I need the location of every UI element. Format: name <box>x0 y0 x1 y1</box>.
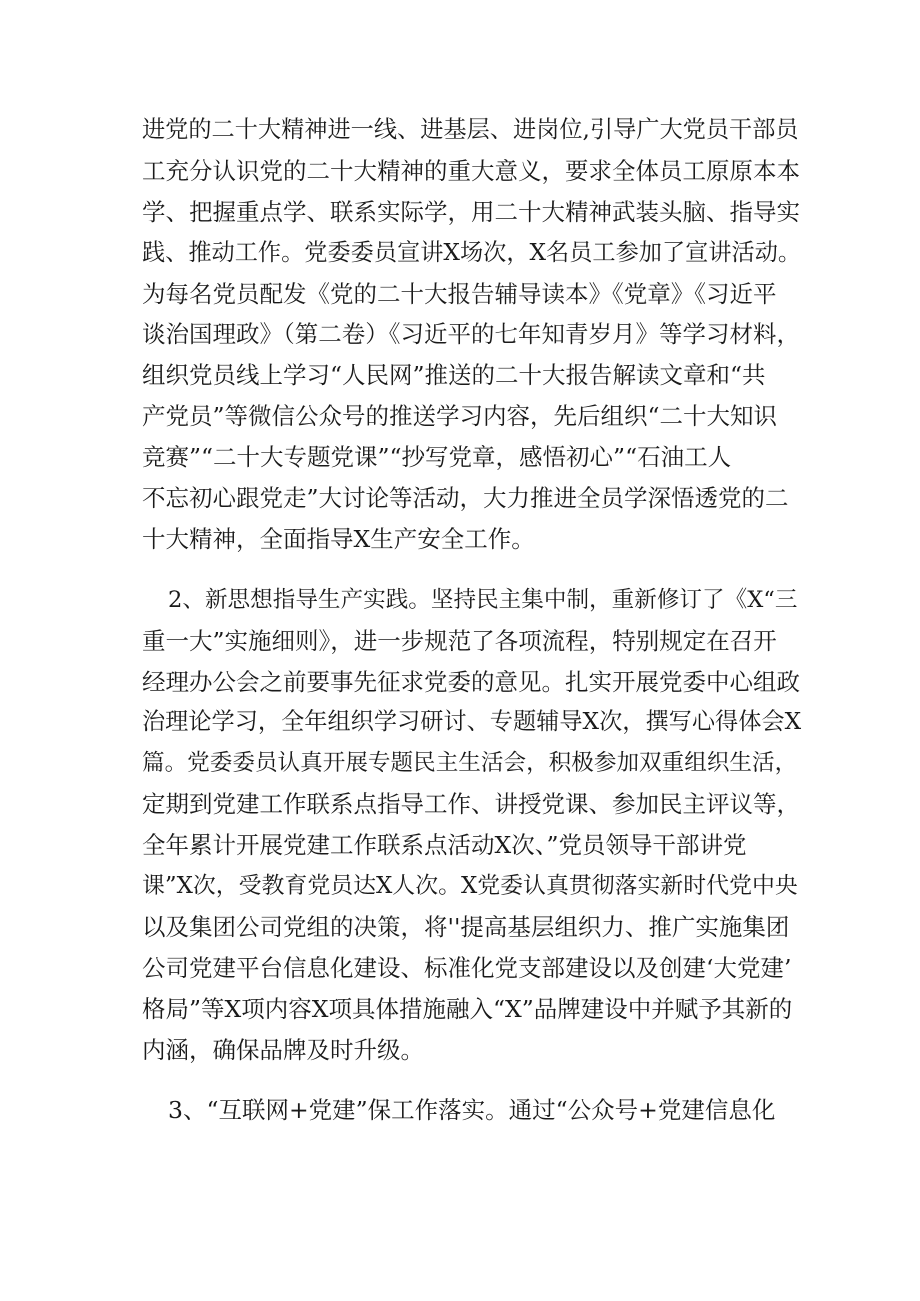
text-line: 竞赛”“二十大专题党课”“抄写党章，感悟初心”“石油工人 <box>142 443 732 472</box>
text-line: 定期到党建工作联系点指导工作、讲授党课、参加民主评议等， <box>142 790 800 819</box>
text-line: 十大精神，全面指导X生产安全工作。 <box>142 524 535 553</box>
text-line: 为每名党员配发《党的二十大报告辅导读本》《党章》《习近平 <box>142 279 777 308</box>
text-line: 学、把握重点学、联系实际学，用二十大精神武装头脑、指导实 <box>142 197 800 226</box>
text-line: 重一大”实施细则》，进一步规范了各项流程，特别规定在召开 <box>142 626 777 655</box>
paragraph-spacer <box>142 560 802 580</box>
text-line: 不忘初心跟党走”大讨论等活动，大力推进全员学深悟透党的二 <box>142 484 789 513</box>
text-line: 以及集团公司党组的决策，将''提高基层组织力、推广实施集团 <box>142 912 790 941</box>
text-line: 践、推动工作。党委委员宣讲X场次，X名员工参加了宣讲活动。 <box>142 238 802 266</box>
text-line: 课”X次，受教育党员达X人次。X党委认真贯彻落实新时代党中央 <box>142 873 798 900</box>
paragraph-1 <box>142 110 802 560</box>
paragraph-spacer <box>142 1070 802 1090</box>
text-line: 组织党员线上学习“人民网”推送的二十大报告解读文章和“共 <box>142 361 766 390</box>
text-line: 格局”等X项内容X项具体措施融入“X”品牌建设中并赋予其新的 <box>142 994 793 1023</box>
text-line: 治理论学习，全年组织学习研讨、专题辅导X次，撰写心得体会X <box>142 708 802 736</box>
text-line: 谈治国理政》（第二卷）《习近平的七年知青岁月》等学习材料， <box>142 320 800 349</box>
paragraph-2 <box>142 580 802 1071</box>
text-line: 3、“互联网+党建”保工作落实。通过“公众号+党建信息化 <box>168 1096 776 1125</box>
text-line: 全年累计开展党建工作联系点活动X次、”党员领导干部讲党 <box>142 831 747 860</box>
paragraph-3 <box>142 1090 802 1131</box>
text-line: 篇。党委委员认真开展专题民主生活会，积极参加双重组织生活， <box>142 750 798 777</box>
text-line: 内涵，确保品牌及时升级。 <box>142 1035 424 1064</box>
document-body <box>142 110 802 1131</box>
text-line: 2、新思想指导生产实践。坚持民主集中制，重新修订了《X“三 <box>168 586 798 613</box>
text-line: 进党的二十大精神进一线、进基层、进岗位,引导广大党员干部员 <box>142 116 799 143</box>
text-line: 工充分认识党的二十大精神的重大意义，要求全体员工原原本本 <box>142 156 800 185</box>
text-line: 经理办公会之前要事先征求党委的意见。扎实开展党委中心组政 <box>142 667 800 696</box>
text-line: 公司党建平台信息化建设、标准化党支部建设以及创建‘大党建’ <box>142 953 792 982</box>
text-line: 产党员”等微信公众号的推送学习内容，先后组织“二十大知识 <box>142 402 778 431</box>
